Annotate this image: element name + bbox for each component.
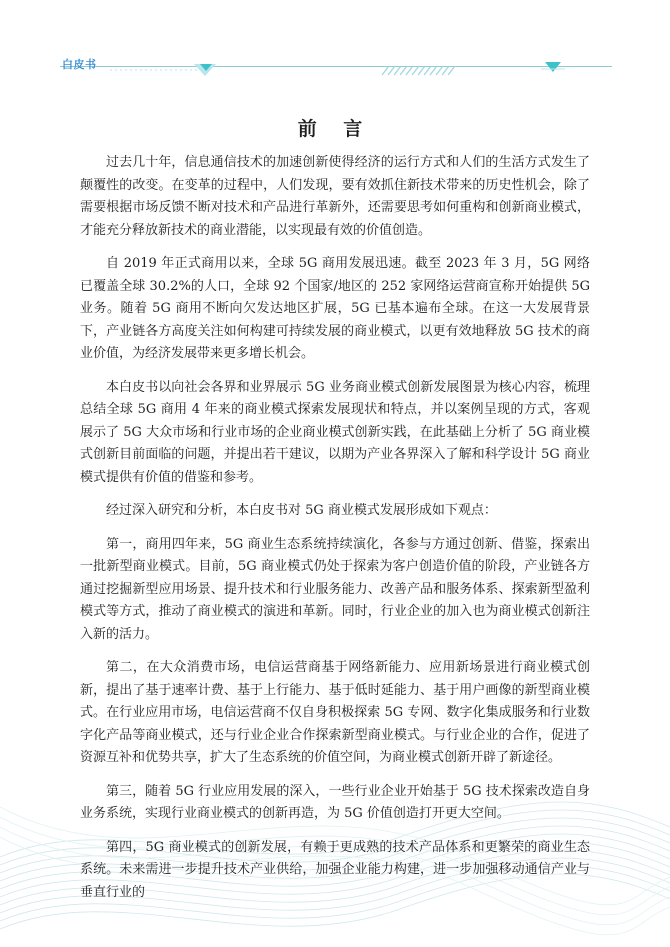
document-type-label: 白皮书: [62, 58, 97, 71]
paragraph: 第一，商用四年来，5G 商业生态系统持续演化，各参与方通过创新、借鉴，探索出一批新型商业模式。目前，5G 商业模式仍处于探索为客户创造价值的阶段，产业链各方通过挖掘新型应用场景、提升技术和行业服务能力、改善产品和服务体系、探索新型盈利模式等方式，推动了商业模式的演进和革新。同时，行业企业的加入也为商业模式创新注入新的活力。: [80, 536, 590, 642]
paragraph: 经过深入研究和分析，本白皮书对 5G 商业模式发展形成如下观点：: [106, 503, 497, 518]
page-header: [0, 0, 670, 80]
paragraph: 第二，在大众消费市场，电信运营商基于网络新能力、应用新场景进行商业模式创新，提出了基于速率计费、基于上行能力、基于低时延能力、基于用户画像的新型商业模式。在行业应用市场，电信运营商不仅自身积极探索 5G 专网、数字化集成服务和行业数字化产品等商业模式，还与行业企业合作探索新型商业模式。与行业企业的合作，促进了资源互补和优势共享，扩大了生态系统的价值空间，为商业模式创新开辟了新途径。: [80, 660, 590, 765]
paragraph: 过去几十年，信息通信技术的加速创新使得经济的运行方式和人们的生活方式发生了颠覆性的改变。在变革的过程中，人们发现，要有效抓住新技术带来的历史性机会，除了需要根据市场反馈不断对技术和产品进行革新外，还需要思考如何重构和创新商业模式，才能充分释放新技术的商业潜能，以实现最有效的价值创造。: [80, 155, 590, 238]
header-decoration: [0, 0, 670, 80]
page-title: 前 言: [297, 118, 373, 140]
paragraph: 第四，5G 商业模式的创新发展，有赖于更成熟的技术产品体系和更繁荣的商业生态系统。未来需进一步提升技术产业供给，加强企业能力构建，进一步加强移动通信产业与垂直行业的: [80, 839, 590, 900]
paragraph: 本白皮书以向社会各界和业界展示 5G 业务商业模式创新发展图景为核心内容，梳理总结全球 5G 商用 4 年来的商业模式探索发展现状和特点，并以案例呈现的方式，客观展示了 5G 大众市场和行业市场的企业商业模式创新实践，在此基础上分析了 5G 商业模式创新目前面临的问题，并提出若干建议，以期为产业各界深入了解和科学设计 5G 商业模式提供有价值的借鉴和参考。: [80, 379, 590, 485]
preface-body: [80, 152, 590, 915]
paragraph: 自 2019 年正式商用以来，全球 5G 商用发展迅速。截至 2023 年 3 月，5G 网络已覆盖全球 30.2%的人口，全球 92 个国家/地区的 252 家网络运营商宣称开始提供 5G 业务。随着 5G 商用不断向欠发达地区扩展，5G 已基本遍布全球。在这一大发展背景下，产业链各方高度关注如何构建可持续发展的商业模式，以更有效地释放 5G 技术的商业价值，为经济发展带来更多增长机会。: [80, 256, 590, 361]
paragraph: 第三，随着 5G 行业应用发展的深入，一些行业企业开始基于 5G 技术探索改造自身业务系统，实现行业商业模式的创新再造，为 5G 价值创造打开更大空间。: [80, 783, 590, 821]
